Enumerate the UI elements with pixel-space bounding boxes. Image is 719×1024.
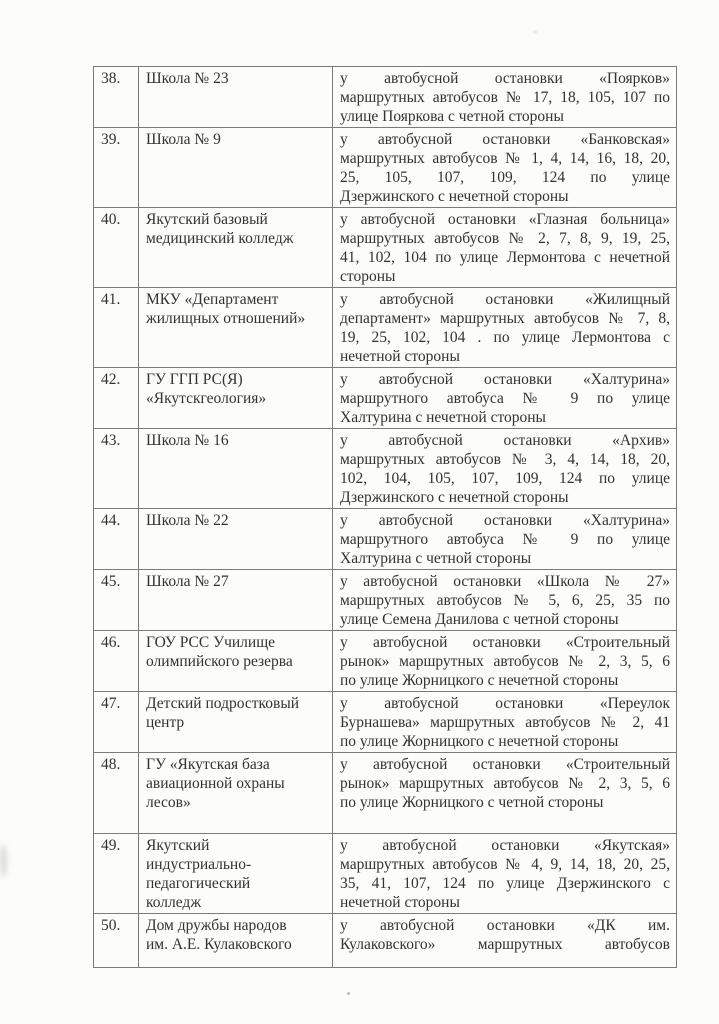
facility-name-line: им. А.Е. Кулаковского — [146, 936, 292, 953]
location-description-line: по улице Жорницкого с нечетной стороны — [340, 733, 619, 750]
row-number: 43. — [101, 432, 121, 449]
row-number-cell — [94, 914, 139, 968]
location-description-cell — [333, 208, 677, 288]
location-description-line: по улице Жорницкого с четной стороны — [340, 794, 604, 811]
row-number-cell — [94, 753, 139, 834]
facility-name-cell — [139, 914, 333, 968]
location-description-line: 19, 25, 102, 104 . по улице Лермонтова с — [340, 329, 670, 346]
location-description-line: маршрутных автобусов № 1, 4, 14, 16, 18, 20, — [340, 150, 670, 167]
facility-name-cell — [139, 429, 333, 509]
table-row — [94, 753, 677, 834]
location-description-line: маршрутного автобуса № 9 по улице — [340, 531, 670, 548]
facility-name-cell — [139, 208, 333, 288]
location-description-line: Халтурина с четной стороны — [340, 550, 532, 567]
facility-name-line: «Якутскгеология» — [146, 390, 267, 407]
location-description-line: маршрутного автобуса № 9 по улице — [340, 390, 670, 407]
facility-name-line: жилищных отношений» — [146, 310, 306, 327]
table-row — [94, 509, 677, 570]
facility-name-line: Детский подростковый — [146, 695, 300, 712]
location-description-line: Дзержинского с нечетной стороны — [340, 188, 569, 205]
scan-artifact-dot — [533, 31, 537, 33]
row-number: 44. — [101, 512, 121, 529]
location-description-cell — [333, 288, 677, 368]
table-row — [94, 368, 677, 429]
location-description-line: у автобусной остановки «Якутская» — [340, 837, 670, 854]
location-description-line: у автобусной остановки «Халтурина» — [340, 512, 670, 529]
table-row — [94, 429, 677, 509]
location-description-line: маршрутных автобусов № 2, 7, 8, 9, 19, 25, — [340, 230, 670, 247]
facility-name-line: ГОУ РСС Училище — [146, 634, 276, 651]
location-description-cell — [333, 834, 677, 914]
row-number-cell — [94, 692, 139, 753]
location-description-line: маршрутных автобусов № 3, 4, 14, 18, 20, — [340, 451, 670, 468]
location-description-line: Дзержинского с нечетной стороны — [340, 489, 569, 506]
location-description-cell — [333, 692, 677, 753]
facility-name-line: Якутский — [146, 837, 210, 854]
facility-name-cell — [139, 834, 333, 914]
location-description-cell — [333, 67, 677, 128]
row-number: 46. — [101, 634, 121, 651]
row-number-cell — [94, 208, 139, 288]
scan-artifact-smudge — [0, 845, 7, 877]
facility-name-line: авиационной охраны — [146, 775, 285, 792]
table-row — [94, 692, 677, 753]
location-description-line: у автобусной остановки «Переулок — [340, 695, 670, 712]
location-description-line: Бурнашева» маршрутных автобусов № 2, 41 — [340, 714, 670, 731]
table-row — [94, 208, 677, 288]
row-number-cell — [94, 834, 139, 914]
location-description-line: по улице Жорницкого с нечетной стороны — [340, 672, 619, 689]
row-number: 41. — [101, 291, 121, 308]
row-number-cell — [94, 67, 139, 128]
location-description-line: маршрутных автобусов № 17, 18, 105, 107 по — [340, 89, 670, 106]
location-description-line: у автобусной остановки «Строительный — [340, 634, 670, 651]
row-number: 45. — [101, 573, 121, 590]
row-number-cell — [94, 509, 139, 570]
row-number: 48. — [101, 756, 121, 773]
facilities-table — [93, 66, 677, 968]
location-description-line: нечетной стороны — [340, 348, 460, 365]
facility-name-cell — [139, 67, 333, 128]
location-description-line: Кулаковского» маршрутных автобусов — [340, 936, 670, 953]
facility-name-line: Школа № 23 — [146, 70, 229, 87]
location-description-cell — [333, 509, 677, 570]
row-number: 42. — [101, 371, 121, 388]
location-description-cell — [333, 753, 677, 834]
table-row — [94, 288, 677, 368]
location-description-line: у автобусной остановки «Поярков» — [340, 70, 670, 87]
facility-name-line: педагогический — [146, 875, 251, 892]
row-number: 49. — [101, 837, 121, 854]
facility-name-cell — [139, 631, 333, 692]
location-description-cell — [333, 368, 677, 429]
facility-name-cell — [139, 692, 333, 753]
location-description-line: 35, 41, 107, 124 по улице Дзержинского с — [340, 875, 670, 892]
facility-name-cell — [139, 368, 333, 429]
facility-name-line: индустриально- — [146, 856, 252, 873]
facility-name-line: Школа № 16 — [146, 432, 229, 449]
facility-name-cell — [139, 128, 333, 208]
location-description-line: стороны — [340, 268, 396, 285]
row-number-cell — [94, 128, 139, 208]
table-row — [94, 128, 677, 208]
location-description-line: нечетной стороны — [340, 894, 460, 911]
location-description-line: у автобусной остановки «Строительный — [340, 756, 670, 773]
facility-name-line: Дом дружбы народов — [146, 917, 287, 934]
facility-name-line: ГУ ГГП РС(Я) — [146, 371, 243, 388]
location-description-line: 25, 105, 107, 109, 124 по улице — [340, 169, 670, 186]
table-row — [94, 570, 677, 631]
row-number: 38. — [101, 70, 121, 87]
facility-name-line: олимпийского резерва — [146, 653, 293, 670]
table-row — [94, 67, 677, 128]
row-number: 39. — [101, 131, 121, 148]
facility-name-line: лесов» — [146, 794, 191, 811]
row-number: 40. — [101, 211, 121, 228]
location-description-line: у автобусной остановки «ДК им. — [340, 917, 670, 934]
location-description-line: департамент» маршрутных автобусов № 7, 8, — [340, 310, 670, 327]
facility-name-cell — [139, 753, 333, 834]
facility-name-line: Школа № 9 — [146, 131, 221, 148]
row-number-cell — [94, 368, 139, 429]
location-description-cell — [333, 914, 677, 968]
row-number: 47. — [101, 695, 121, 712]
location-description-cell — [333, 631, 677, 692]
location-description-line: маршрутных автобусов № 5, 6, 25, 35 по — [340, 592, 670, 609]
location-description-line: улице Семена Данилова с четной стороны — [340, 611, 619, 628]
location-description-line: у автобусной остановки «Архив» — [340, 432, 670, 449]
facility-name-cell — [139, 288, 333, 368]
facility-name-line: медицинский колледж — [146, 230, 294, 247]
location-description-line: у автобусной остановки «Жилищный — [340, 291, 670, 308]
location-description-line: 102, 104, 105, 107, 109, 124 по улице — [340, 470, 670, 487]
location-description-line: у автобусной остановки «Школа № 27» — [340, 573, 670, 590]
facilities-table-body — [94, 67, 677, 968]
location-description-line: Халтурина с нечетной стороны — [340, 409, 546, 426]
location-description-line: рынок» маршрутных автобусов № 2, 3, 5, 6 — [340, 775, 670, 792]
facility-name-cell — [139, 509, 333, 570]
location-description-line: у автобусной остановки «Глазная больница» — [340, 211, 670, 228]
location-description-line: маршрутных автобусов № 4, 9, 14, 18, 20, 25, — [340, 856, 670, 873]
location-description-cell — [333, 429, 677, 509]
facility-name-line: колледж — [146, 894, 202, 911]
table-row — [94, 914, 677, 968]
facility-name-line: Школа № 27 — [146, 573, 229, 590]
row-number-cell — [94, 631, 139, 692]
location-description-line: 41, 102, 104 по улице Лермонтова с нечетной — [340, 249, 670, 266]
table-row — [94, 631, 677, 692]
row-number-cell — [94, 570, 139, 631]
location-description-line: у автобусной остановки «Банковская» — [340, 131, 670, 148]
facility-name-line: центр — [146, 714, 185, 731]
location-description-cell — [333, 128, 677, 208]
facility-name-cell — [139, 570, 333, 631]
table-row — [94, 834, 677, 914]
location-description-line: улице Пояркова с четной стороны — [340, 108, 564, 125]
location-description-line: у автобусной остановки «Халтурина» — [340, 371, 670, 388]
location-description-line: рынок» маршрутных автобусов № 2, 3, 5, 6 — [340, 653, 670, 670]
facility-name-line: МКУ «Департамент — [146, 291, 279, 308]
location-description-cell — [333, 570, 677, 631]
facility-name-line: Школа № 22 — [146, 512, 229, 529]
facility-name-line: Якутский базовый — [146, 211, 268, 228]
facility-name-line: ГУ «Якутская база — [146, 756, 270, 773]
scan-artifact-dot — [347, 992, 350, 995]
row-number-cell — [94, 288, 139, 368]
row-number: 50. — [101, 917, 121, 934]
row-number-cell — [94, 429, 139, 509]
